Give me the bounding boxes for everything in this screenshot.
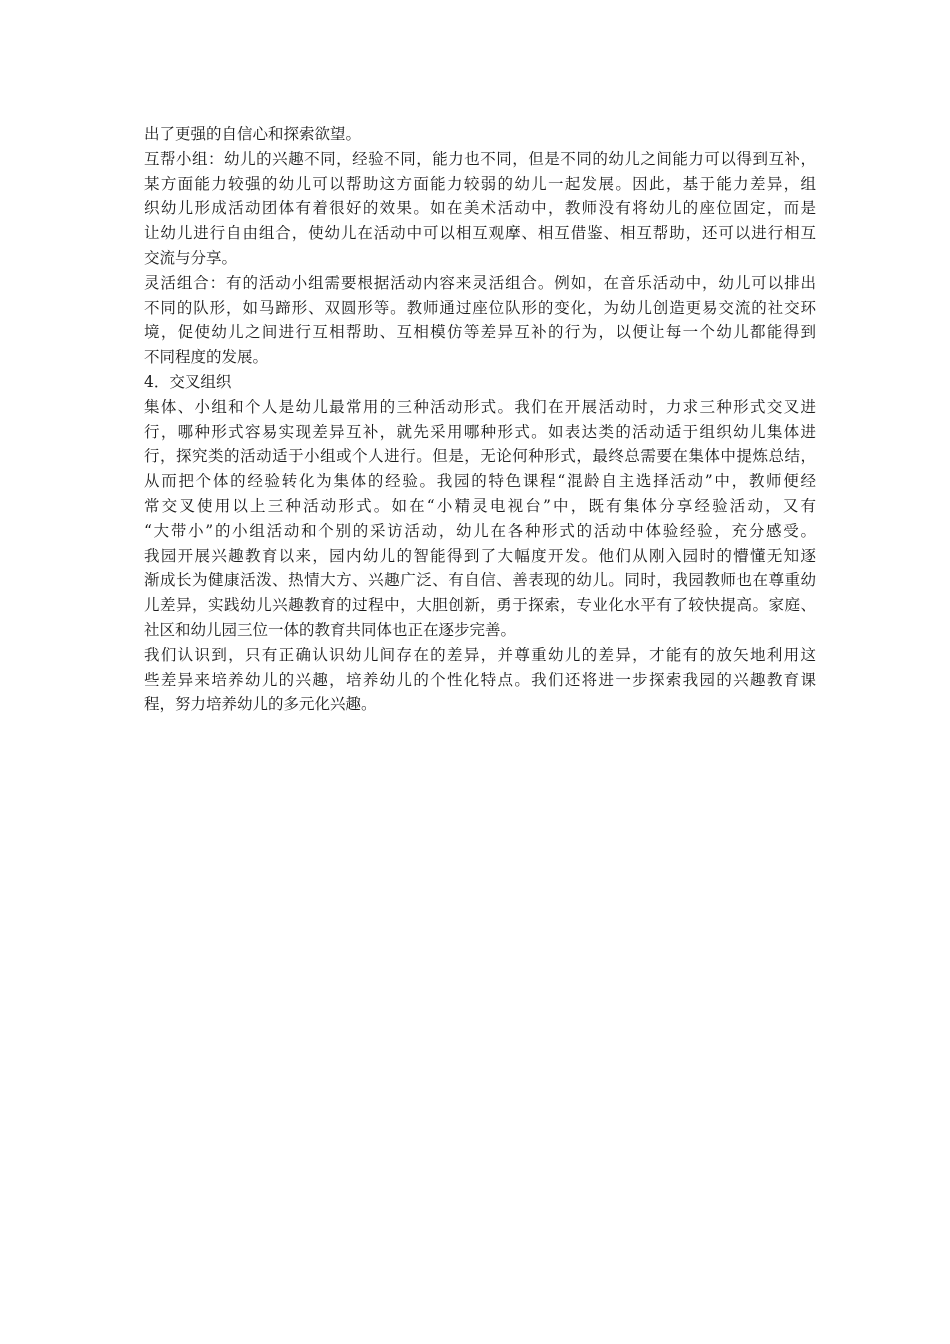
text-line: 些差异来培养幼儿的兴趣，培养幼儿的个性化特点。我们还将进一步探索我园的兴趣教育课 [144,670,816,689]
text-line: 社区和幼儿园三位一体的教育共同体也正在逐步完善。 [144,620,517,639]
text-line: 我们认识到，只有正确认识幼儿间存在的差异，并尊重幼儿的差异，才能有的放矢地利用这 [144,645,816,664]
text-line: 程，努力培养幼儿的多元化兴趣。 [144,695,377,714]
text-line: 灵活组合：有的活动小组需要根据活动内容来灵活组合。例如，在音乐活动中，幼儿可以排出 [144,273,816,292]
text-line: 某方面能力较强的幼儿可以帮助这方面能力较弱的幼儿一起发展。因此，基于能力差异，组 [144,174,816,193]
section-heading: 4．交叉组织 [144,372,232,391]
text-line: 让幼儿进行自由组合，使幼儿在活动中可以相互观摩、相互借鉴、相互帮助，还可以进行相互 [144,224,816,243]
text-line: 互帮小组：幼儿的兴趣不同，经验不同，能力也不同，但是不同的幼儿之间能力可以得到互补， [144,149,816,168]
text-line: 儿差异，实践幼儿兴趣教育的过程中，大胆创新，勇于探索，专业化水平有了较快提高。家庭、 [144,596,816,615]
document-body [144,122,816,717]
text-line: “大带小”的小组活动和个别的采访活动，幼儿在各种形式的活动中体验经验，充分感受。 [144,521,816,540]
text-line: 我园开展兴趣教育以来，园内幼儿的智能得到了大幅度开发。他们从刚入园时的懵懂无知逐 [144,546,816,565]
text-line: 从而把个体的经验转化为集体的经验。我园的特色课程“混龄自主选择活动”中，教师便经 [144,472,816,491]
text-line: 行，探究类的活动适于小组或个人进行。但是，无论何种形式，最终总需要在集体中提炼总结， [144,447,816,466]
text-line: 境，促使幼儿之间进行互相帮助、互相模仿等差异互补的行为，以便让每一个幼儿都能得到 [144,323,816,342]
text-line: 出了更强的自信心和探索欲望。 [144,125,362,143]
text-line: 常交叉使用以上三种活动形式。如在“小精灵电视台”中，既有集体分享经验活动，又有 [144,496,816,515]
text-line: 不同的队形，如马蹄形、双圆形等。教师通过座位队形的变化，为幼儿创造更易交流的社交环 [144,298,816,317]
text-line: 集体、小组和个人是幼儿最常用的三种活动形式。我们在开展活动时，力求三种形式交叉进 [144,397,816,416]
text-line: 渐成长为健康活泼、热情大方、兴趣广泛、有自信、善表现的幼儿。同时，我园教师也在尊重幼 [144,571,816,590]
text-line: 交流与分享。 [144,248,238,267]
text-line: 织幼儿形成活动团体有着很好的效果。如在美术活动中，教师没有将幼儿的座位固定，而是 [144,199,816,218]
text-line: 不同程度的发展。 [144,348,269,367]
text-line: 行，哪种形式容易实现差异互补，就先采用哪种形式。如表达类的活动适于组织幼儿集体进 [144,422,816,441]
